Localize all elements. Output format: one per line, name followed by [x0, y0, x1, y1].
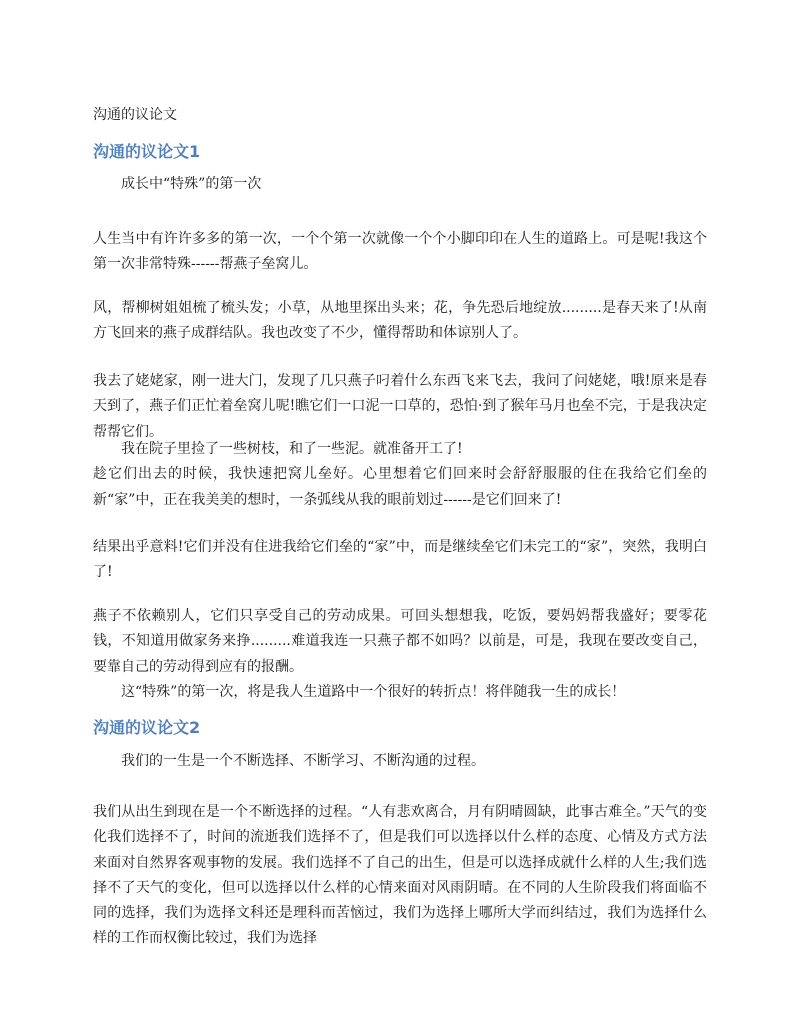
section-heading-2: 沟通的议论文2: [93, 718, 201, 737]
section1-paragraph-4: [93, 437, 707, 513]
document-title: 沟通的议论文: [93, 107, 177, 123]
section2-paragraph-2: 我们从出生到现在是一个不断选择的过程。“人有悲欢离合，月有阴晴圆缺，此事古难全。”天气的变化我们选择不了，时间的流逝我们选择不了，但是我们可以选择以什么样的态度、心情及方式方法来面对自然界客观事物的发展。我们选择不了自己的出生，但是可以选择成就什么样的人生;我们选择不了天气的变化，但可以选择以什么样的心情来面对风雨阴晴。在不同的人生阶段我们将面临不同的选择，我们为选择文科还是理科而苦恼过，我们为选择上哪所大学而纠结过，我们为选择什么样的工作而权衡比较过，我们为选择: [93, 804, 707, 947]
section1-paragraph-4-first-line: 我在院子里捡了一些树枝，和了一些泥。就准备开工了!: [121, 441, 463, 457]
section1-paragraph-7: 这“特殊”的第一次，将是我人生道路中一个很好的转折点！将伴随我一生的成长！: [121, 684, 626, 700]
section1-paragraph-3: 我去了姥姥家，刚一进大门，发现了几只燕子叼着什么东西飞来飞去，我问了问姥姥，哦!原来是春天到了，燕子们正忙着垒窝儿呢!瞧它们一口泥一口草的，恐怕·到了猴年马月也垒不完，于是我决定帮帮它们。: [93, 373, 707, 440]
section1-paragraph-5: 结果出乎意料!它们并没有住进我给它们垒的“家”中，而是继续垒它们未完工的“家”，突然，我明白了!: [93, 539, 707, 581]
section-heading-1: 沟通的议论文1: [93, 142, 201, 161]
section1-paragraph-1: 人生当中有许许多多的第一次，一个个第一次就像一个个小脚印印在人生的道路上。可是呢!我这个第一次非常特殊------帮燕子垒窝儿。: [93, 231, 707, 273]
section1-paragraph-6: 燕子不依赖别人，它们只享受自己的劳动成果。可回头想想我，吃饭，要妈妈帮我盛好；要零花钱，不知道用做家务来挣.........难道我连一只燕子都不如吗？以前是，可是，我现在要改变自己，要靠自己的劳动得到应有的报酬。: [93, 608, 707, 675]
section1-paragraph-4-rest: 趁它们出去的时候，我快速把窝儿垒好。心里想着它们回来时会舒舒服服的住在我给它们垒的新“家”中，正在我美美的想时，一条弧线从我的眼前划过------是它们回来了!: [93, 466, 707, 508]
section2-paragraph-1: 我们的一生是一个不断选择、不断学习、不断沟通的过程。: [121, 753, 485, 769]
section1-paragraph-2: 风，帮柳树姐姐梳了梳头发；小草，从地里探出头来；花，争先恐后地绽放.........是春天来了!从南方飞回来的燕子成群结队。我也改变了不少，懂得帮助和体谅别人了。: [93, 300, 707, 342]
section1-subtitle: 成长中“特殊”的第一次: [121, 176, 262, 192]
